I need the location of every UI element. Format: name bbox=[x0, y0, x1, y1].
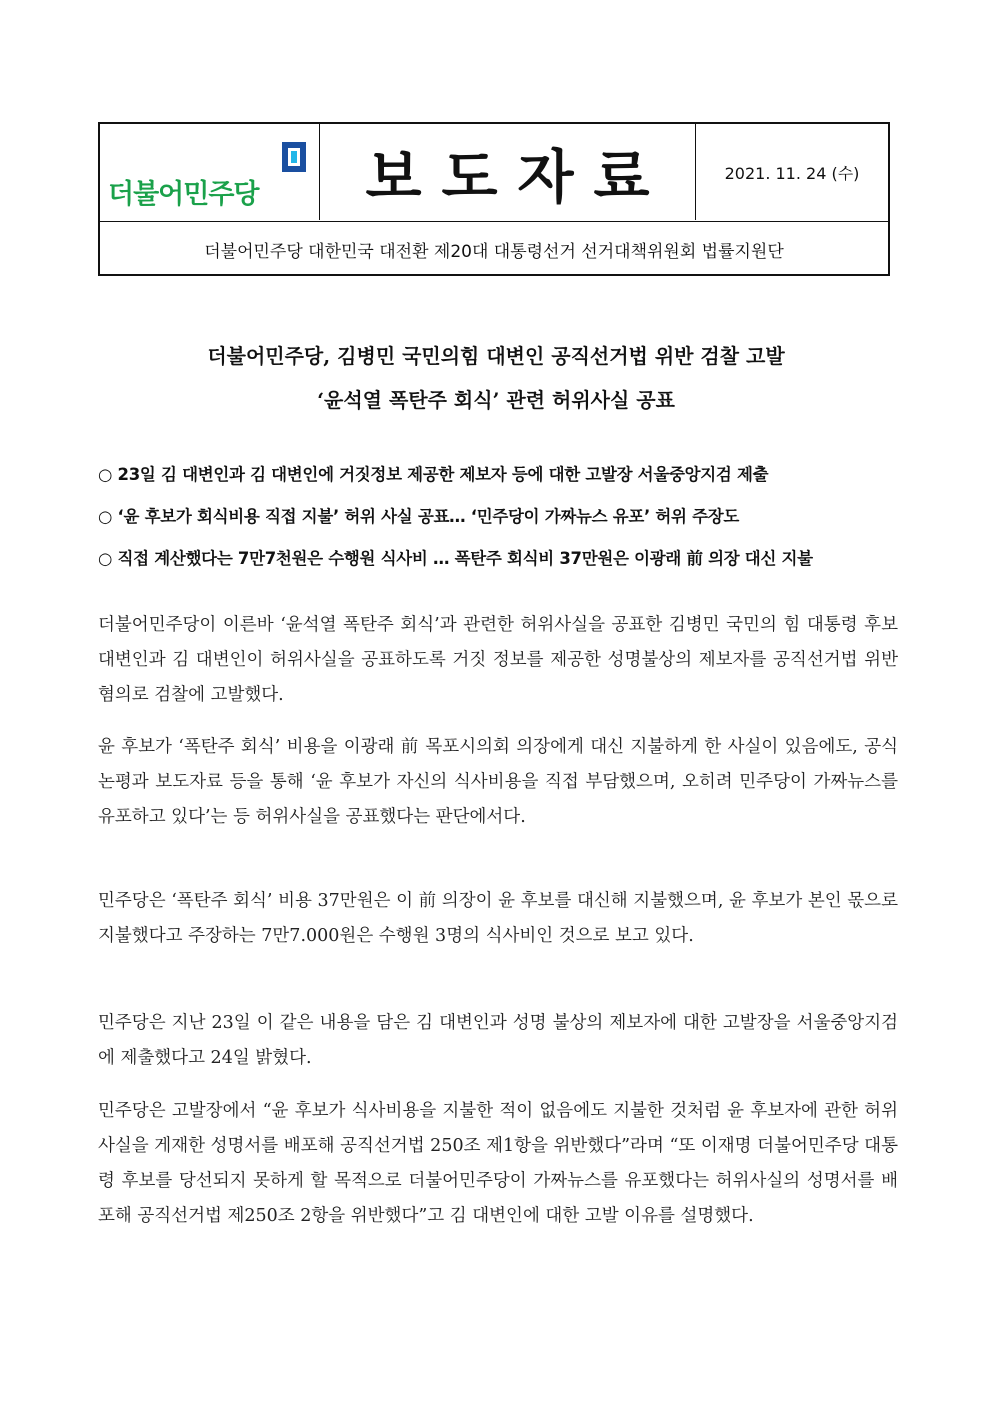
party-logo-text: 더불어민주당 bbox=[108, 179, 259, 210]
header-top-row bbox=[100, 124, 888, 222]
title-cell bbox=[320, 124, 696, 220]
department-row bbox=[100, 222, 888, 276]
press-release-title: 보도자료 bbox=[365, 143, 670, 211]
summary-bullets bbox=[98, 462, 898, 588]
summary-bullet: ○ 직접 계산했다는 7만7천원은 수행원 식사비 … 폭탄주 회식비 37만원은 이광래 前 의장 대신 지불 bbox=[98, 549, 813, 568]
headline-line-2: ‘윤석열 폭탄주 회식’ 관련 허위사실 공표 bbox=[317, 388, 675, 412]
headline-line-1: 더불어민주당, 김병민 국민의힘 대변인 공직선거법 위반 검찰 고발 bbox=[207, 344, 785, 368]
date-cell bbox=[696, 124, 888, 220]
body-paragraph: 민주당은 지난 23일 이 같은 내용을 담은 김 대변인과 성명 불상의 제보자에 대한 고발장을 서울중앙지검에 제출했다고 24일 밝혔다. bbox=[98, 1013, 898, 1068]
department-name: 더불어민주당 대한민국 대전환 제20대 대통령선거 선거대책위원회 법률지원단 bbox=[204, 241, 784, 262]
party-logo-mark-icon bbox=[280, 140, 310, 176]
summary-bullet: ○ 23일 김 대변인과 김 대변인에 거짓정보 제공한 제보자 등에 대한 고발장 서울중앙지검 제출 bbox=[98, 465, 769, 484]
body-paragraph: 더불어민주당이 이른바 ‘윤석열 폭탄주 회식’과 관련한 허위사실을 공표한 김병민 국민의 힘 대통령 후보 대변인과 김 대변인이 허위사실을 공표하도록 거짓 정보를 제공한 성명불상의 제보자를 공직선거법 위반 혐의로 검찰에 고발했다. bbox=[98, 615, 898, 705]
body-paragraph: 윤 후보가 ‘폭탄주 회식’ 비용을 이광래 前 목포시의회 의장에게 대신 지불하게 한 사실이 있음에도, 공식 논평과 보도자료 등을 통해 ‘윤 후보가 자신의 식사비용을 직접 부담했으며, 오히려 민주당이 가짜뉴스를 유포하고 있다’는 등 허위사실을 공표했다는 판단에서다. bbox=[98, 737, 898, 827]
body-paragraph: 민주당은 ‘폭탄주 회식’ 비용 37만원은 이 前 의장이 윤 후보를 대신해 지불했으며, 윤 후보가 본인 몫으로 지불했다고 주장하는 7만7.000원은 수행원 3명의 식사비인 것으로 보고 있다. bbox=[98, 891, 898, 946]
party-logo bbox=[100, 124, 320, 220]
body-paragraph: 민주당은 고발장에서 “윤 후보가 식사비용을 지불한 적이 없음에도 지불한 것처럼 윤 후보자에 관한 허위사실을 게재한 성명서를 배포해 공직선거법 250조 제1항을 위반했다”라며 “또 이재명 더불어민주당 대통령 후보를 당선되지 못하게 할 목적으로 더불어민주당이 가짜뉴스를 유포했다는 허위사실의 성명서를 배포해 공직선거법 제250조 2항을 위반했다”고 김 대변인에 대한 고발 이유를 설명했다. bbox=[98, 1101, 898, 1226]
press-header-box bbox=[98, 122, 890, 276]
summary-bullet: ○ ‘윤 후보가 회식비용 직접 지불’ 허위 사실 공표… ‘민주당이 가짜뉴스 유포’ 허위 주장도 bbox=[98, 507, 740, 526]
release-date: 2021. 11. 24 (수) bbox=[724, 163, 860, 183]
